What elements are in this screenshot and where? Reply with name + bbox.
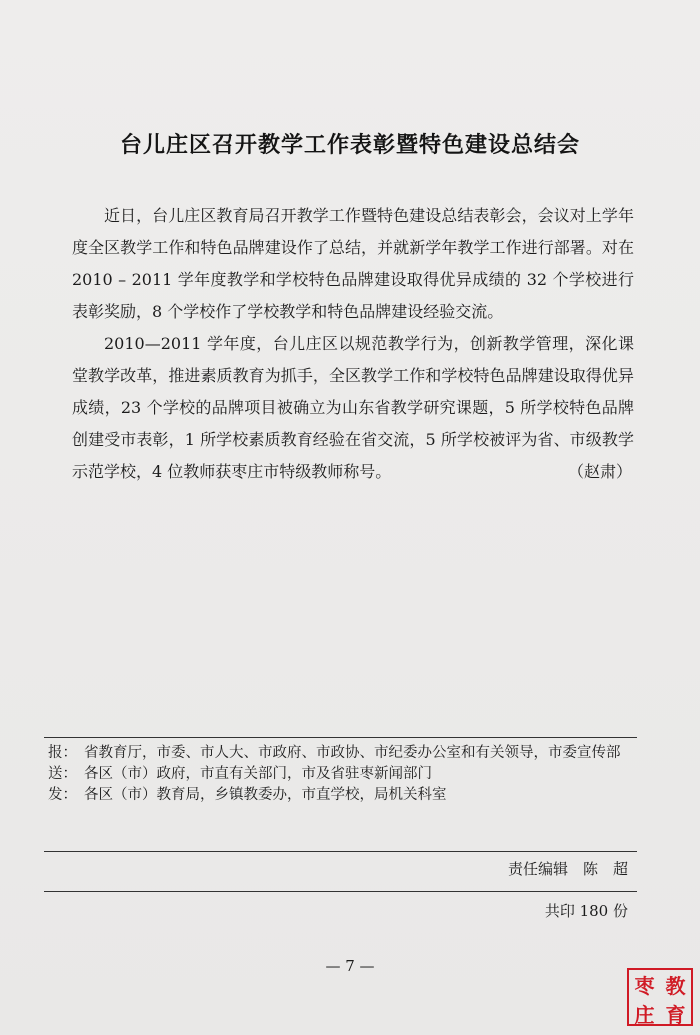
report-text: 省教育厅，市委、市人大、市政府、市政协、市纪委办公室和有关领导，市委宣传部: [84, 745, 621, 761]
responsible-editor: 责任编辑 陈 超: [507, 860, 628, 878]
seal-char: 教: [665, 974, 686, 998]
issue-text: 各区（市）教育局，乡镇教委办，市直学校，局机关科室: [84, 787, 447, 803]
seal-char: 育: [665, 1003, 686, 1027]
author-signature: （赵肃）: [567, 462, 632, 481]
paragraph-2: 2010—2011 学年度，台儿庄区以规范教学行为，创新教学管理，深化课堂教学改革，推进素质教育为抓手，全区教学工作和学校特色品牌建设取得优异成绩，23 个学校的品牌项目被确立为山东省教学研究课题，5 所学校特色品牌创建受市表彰，1 所学校素质教育经验在省交流，5 所学校被评为省、市级教学示范学校，4 位教师获枣庄市特级教师称号。: [72, 334, 634, 481]
distribution-issue: [48, 785, 638, 806]
divider-bottom: [44, 891, 637, 892]
print-count: 共印 180 份: [544, 902, 628, 920]
page-title: 台儿庄区召开教学工作表彰暨特色建设总结会: [119, 133, 580, 158]
send-text: 各区（市）政府，市直有关部门，市及省驻枣新闻部门: [84, 766, 432, 782]
distribution-list: [48, 743, 638, 806]
article-body: [72, 200, 634, 488]
issue-label: 发：: [48, 787, 77, 803]
page-number: — 7 —: [325, 957, 375, 975]
divider-middle: [44, 851, 637, 852]
paragraph-1: 近日，台儿庄区教育局召开教学工作暨特色建设总结表彰会，会议对上学年度全区教学工作和特色品牌建设作了总结，并就新学年教学工作进行部署。对在 2010 – 2011 学年度教学和学校特色品牌建设取得优异成绩的 32 个学校进行表彰奖励，8 个学校作了学校教学和特色品牌建设经验交流。: [72, 206, 634, 321]
seal-stamp: [627, 968, 693, 1026]
distribution-send: [48, 764, 638, 785]
divider-top: [44, 737, 637, 738]
report-label: 报：: [48, 745, 77, 761]
distribution-report: [48, 743, 638, 764]
seal-char: 庄: [634, 1003, 655, 1027]
send-label: 送：: [48, 766, 77, 782]
seal-char: 枣: [634, 974, 655, 998]
